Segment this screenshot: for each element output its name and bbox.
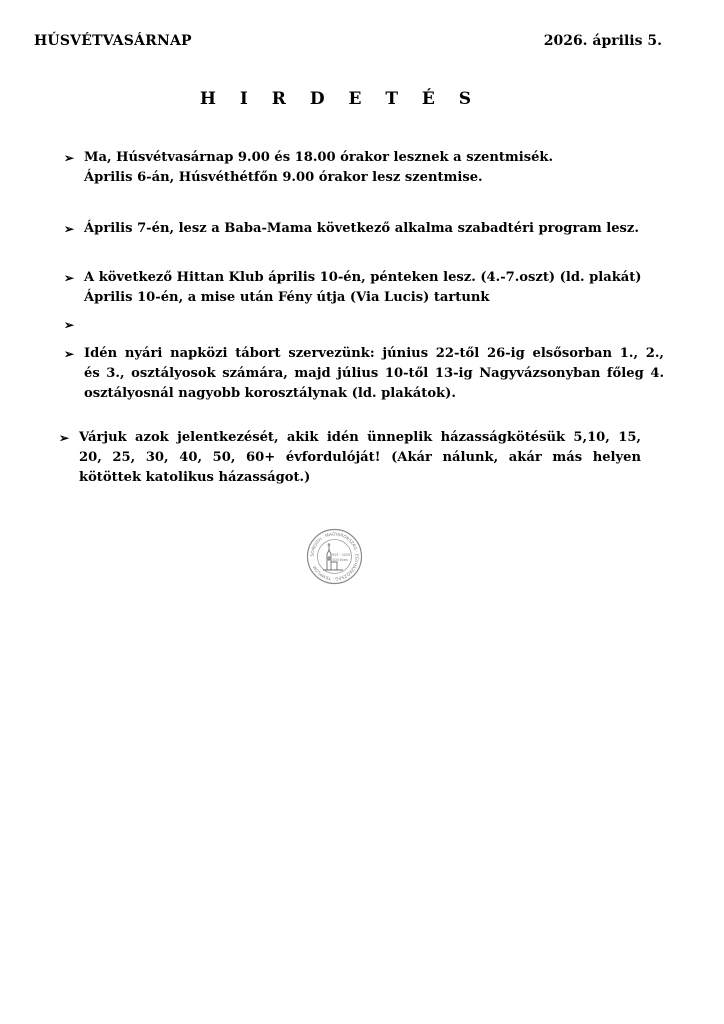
announcement-text	[84, 148, 664, 188]
announcement-item-baba-mama	[64, 219, 664, 239]
seal-center-text: 100 éves	[332, 558, 348, 562]
announcement-line: Idén nyári napközi tábort szervezünk: június 22-től 26-ig elsősorban 1., 2.,	[84, 346, 664, 361]
header-date: 2026. április 5.	[543, 33, 662, 49]
announcement-text	[79, 428, 641, 488]
seal-year-text: 1929 · 2029	[329, 553, 351, 557]
seal-ring-text: SOMOGYI · MAGYARORSZÁG · EGYHÁZKÖZSÉG · TEMPLOM	[309, 531, 360, 582]
announcement-line: kötöttek katolikus házasságot.)	[79, 470, 311, 485]
announcement-line: Ma, Húsvétvasárnap 9.00 és 18.00 órakor lesznek a szentmisék.	[84, 150, 554, 165]
header-occasion: HÚSVÉTVASÁRNAP	[34, 33, 192, 49]
announcement-line: 20, 25, 30, 40, 50, 60+ évfordulóját! (Akár nálunk, akár más helyen	[79, 450, 641, 465]
bullet-arrow-icon: ➢	[64, 222, 75, 236]
announcement-line: A következő Hittan Klub április 10-én, pénteken lesz. (4.-7.oszt) (ld. plakát)	[84, 270, 642, 285]
bullet-arrow-icon: ➢	[64, 347, 75, 361]
bullet-arrow-icon: ➢	[64, 271, 75, 285]
announcement-text	[84, 219, 664, 239]
page-title: H I R D E T É S	[199, 89, 481, 109]
seal-icon	[306, 528, 363, 585]
bullet-arrow-icon: ➢	[64, 151, 75, 165]
announcement-item-empty	[64, 315, 664, 335]
parish-seal-logo	[306, 528, 363, 585]
announcement-text	[84, 344, 664, 404]
announcement-item-wedding-anniversaries	[59, 428, 641, 488]
announcement-line: Április 6-án, Húsvéthétfőn 9.00 órakor lesz szentmise.	[84, 170, 483, 185]
announcement-item-hittan-klub	[64, 268, 664, 308]
announcement-text	[84, 268, 664, 308]
announcement-item-summer-camp	[64, 344, 664, 404]
announcement-line: Várjuk azok jelentkezését, akik idén ünneplik házasságkötésük 5,10, 15,	[79, 430, 641, 445]
announcement-line: osztályosnál nagyobb korosztálynak (ld. plakátok).	[84, 386, 456, 401]
bullet-arrow-icon: ➢	[64, 318, 75, 332]
announcement-line: Április 7-én, lesz a Baba-Mama következő alkalma szabadtéri program lesz.	[84, 221, 639, 236]
announcement-line: Április 10-én, a mise után Fény útja (Via Lucis) tartunk	[84, 290, 490, 305]
bullet-arrow-icon: ➢	[59, 431, 70, 445]
announcement-line: és 3., osztályosok számára, majd július 10-től 13-ig Nagyvázsonyban főleg 4.	[84, 366, 664, 381]
announcement-item-mass-times	[64, 148, 664, 188]
